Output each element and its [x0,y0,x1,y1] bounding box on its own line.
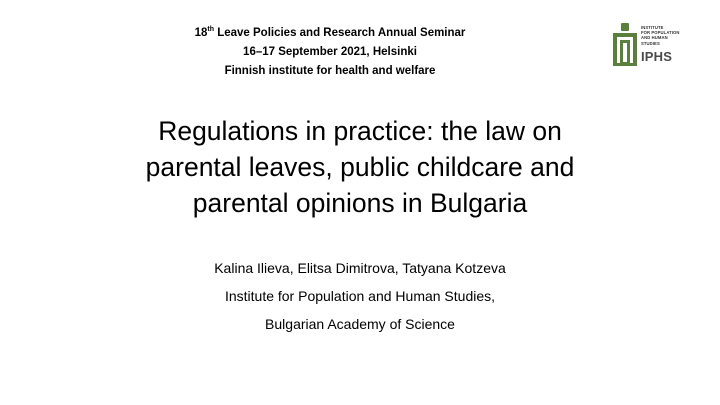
logo-institute-name [641,25,680,46]
title-line: Regulations in practice: the law on [158,116,562,146]
logo-line: AND HUMAN [641,35,668,41]
author-institute: Institute for Population and Human Studies, [224,288,496,304]
seminar-host: Finnish institute for health and welfare [224,65,436,77]
iphs-logo-mark-icon [612,23,638,67]
seminar-date-location: 16–17 September 2021, Helsinki [243,46,417,58]
logo-line: FOR POPULATION [641,30,680,36]
author-names: Kalina Ilieva, Elitsa Dimitrova, Tatyana Kotzeva [214,260,506,276]
iphs-logo [612,23,680,69]
seminar-ordinal: 18 [194,27,208,39]
author-academy: Bulgarian Academy of Science [265,316,455,332]
title-line: parental opinions in Bulgaria [192,188,528,218]
presentation-title [90,113,630,221]
seminar-title-rest: Leave Policies and Research Annual Seminar [214,27,466,39]
seminar-header [140,24,520,81]
logo-line: STUDIES [641,40,660,46]
authors-block [110,254,610,338]
logo-line: INSTITUTE [641,25,664,30]
logo-acronym: IPHS [641,49,673,64]
title-line: parental leaves, public childcare and [145,152,575,182]
seminar-ordinal-suffix: th [207,26,214,34]
seminar-title [140,24,520,43]
